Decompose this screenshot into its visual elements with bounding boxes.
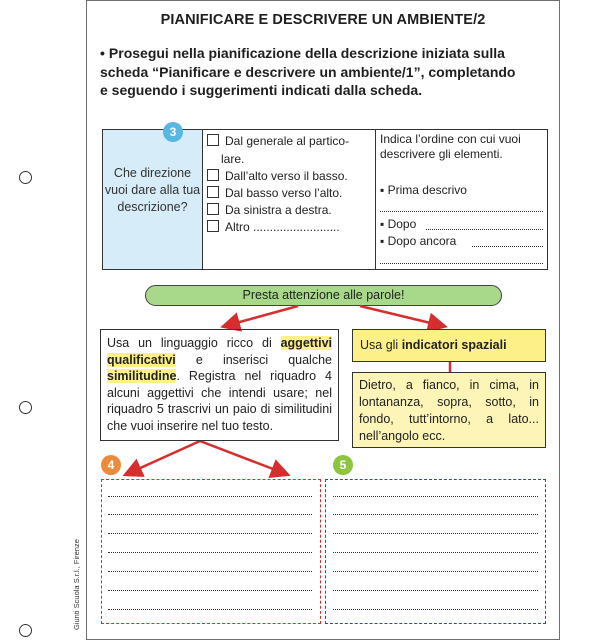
- write-line[interactable]: [333, 552, 538, 553]
- bullet-icon: •: [100, 45, 105, 61]
- option-label: Da sinistra a destra.: [225, 203, 332, 217]
- write-line[interactable]: [333, 533, 538, 534]
- spatial-indicators-list: Dietro, a fianco, in cima, in lontananza, sopra, sotto, in fondo, tutt’intorno, a lato... nell’angolo ecc.: [352, 372, 546, 448]
- arrow-to-indicators: [360, 306, 443, 326]
- write-line[interactable]: [108, 609, 312, 610]
- option-label: Dal generale al partico-: [225, 134, 350, 148]
- adjectives-guidance: Usa un linguaggio ricco di aggettivi qualificativi e inserisci qualche similitudine. Registra nel riquadro 4 alcuni aggettivi che intendi usare; nel riquadro 5 trascrivi un paio di similitudini che vuoi inserire nel tuo testo.: [100, 329, 339, 441]
- write-line[interactable]: [333, 609, 538, 610]
- order-item-after: ▪ Dopo ancora: [380, 234, 457, 248]
- order-instruction: Indica l’ordine con cui vuoi descrivere gli elementi.: [380, 132, 521, 161]
- order-item-first: ▪ Prima descrivo: [380, 183, 467, 197]
- write-line[interactable]: [108, 533, 312, 534]
- arrow-to-box-5: [200, 441, 286, 474]
- option-label: Altro ..........................: [225, 220, 340, 234]
- write-line[interactable]: [333, 590, 538, 591]
- copyright-note: [66, 520, 86, 630]
- attention-banner: Presta attenzione alle parole!: [145, 285, 502, 306]
- order-item-then: ▪ Dopo: [380, 217, 417, 231]
- option-label: Dall’alto verso il basso.: [225, 169, 348, 183]
- highlight-adjectives: aggettivi qualificativi: [107, 336, 332, 367]
- write-line[interactable]: [108, 590, 312, 591]
- option-label-continued: lare.: [221, 152, 245, 166]
- direction-question: Che direzione vuoi dare alla tua descrizione?: [104, 166, 201, 214]
- intro-text: Prosegui nella pianificazione della descrizione iniziata sulla scheda “Pianificare e descrivere un ambiente/1”, completando e seguendo i suggerimenti indicati dalla scheda.: [100, 45, 516, 98]
- option-label: Dal basso verso l’alto.: [225, 186, 343, 200]
- write-line[interactable]: [108, 514, 312, 515]
- box-5-badge: 5: [333, 455, 353, 475]
- write-line[interactable]: [108, 552, 312, 553]
- arrow-to-adjectives: [225, 306, 298, 326]
- write-line[interactable]: [108, 571, 312, 572]
- write-line[interactable]: [333, 496, 538, 497]
- section-3-badge: 3: [163, 122, 183, 142]
- spatial-indicators-label: Usa gli indicatori spaziali: [352, 329, 546, 362]
- highlight-simile: similitudine: [107, 369, 177, 383]
- write-line[interactable]: [108, 496, 312, 497]
- arrow-to-box-4: [127, 441, 200, 474]
- write-line[interactable]: [333, 571, 538, 572]
- page-title: PIANIFICARE E DESCRIVERE UN AMBIENTE/2: [160, 12, 486, 28]
- svg-text:Giunti Scuola S.r.l., Firenze: Giunti Scuola S.r.l., Firenze: [72, 539, 81, 630]
- write-line[interactable]: [333, 514, 538, 515]
- box-4-badge: 4: [101, 455, 121, 475]
